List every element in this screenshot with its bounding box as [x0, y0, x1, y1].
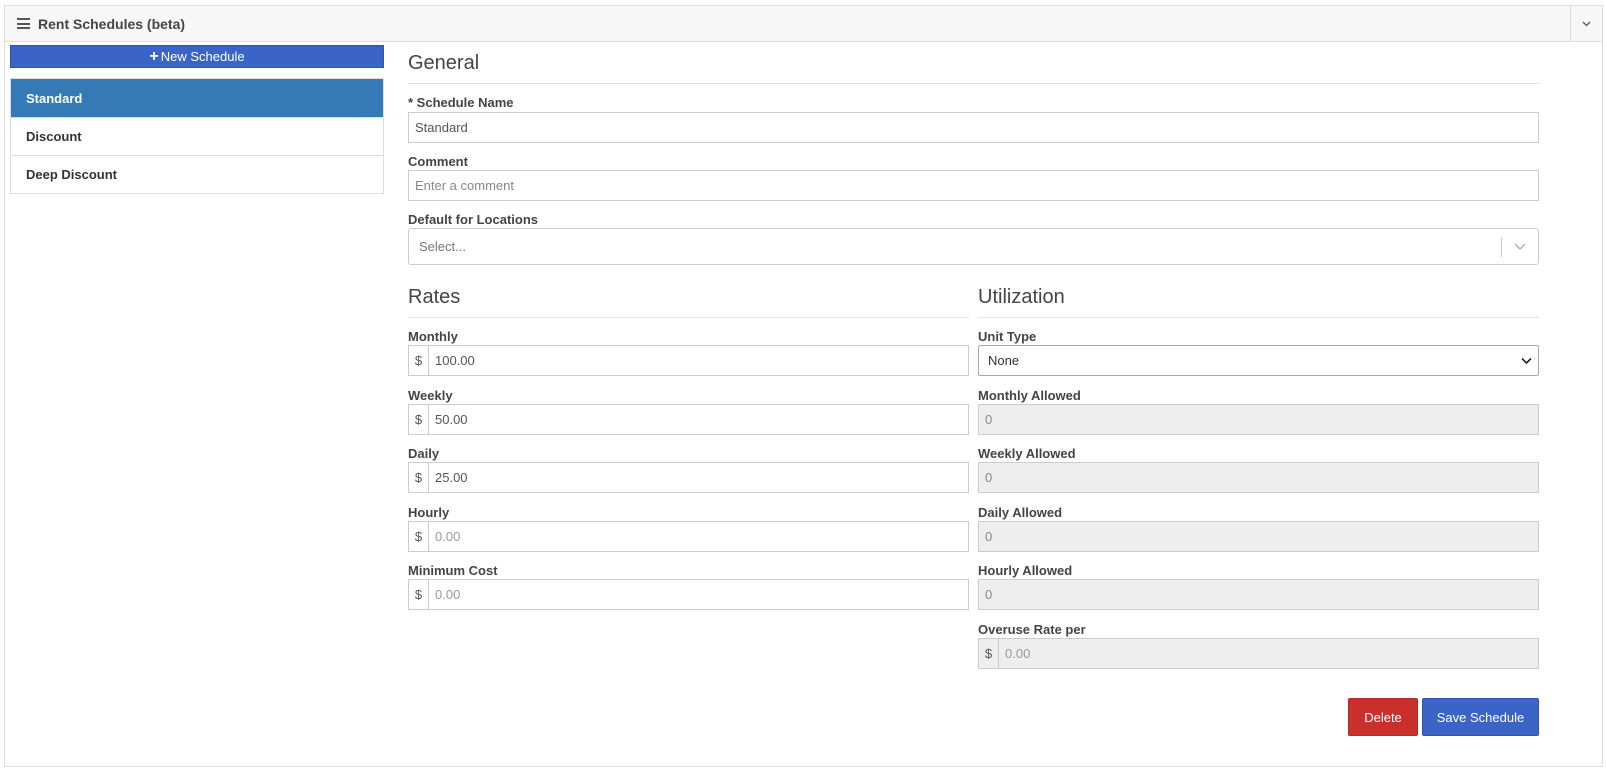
hourly-rate-group: [408, 521, 969, 552]
unit-type-select[interactable]: [978, 345, 1539, 376]
daily-allowed-label: Daily Allowed: [978, 505, 1063, 520]
daily-allowed-input: 0: [978, 521, 1539, 552]
daily-rate-group: [408, 462, 969, 493]
monthly-label: Monthly: [408, 329, 458, 344]
new-schedule-button[interactable]: [10, 45, 384, 68]
monthly-rate-input[interactable]: 100.00: [428, 345, 969, 376]
chevron-down-icon: [1514, 243, 1526, 251]
general-heading: General: [408, 52, 480, 74]
overuse-rate-input: 0.00: [998, 638, 1539, 669]
hourly-allowed-input: 0: [978, 579, 1539, 610]
save-schedule-button[interactable]: Save Schedule: [1422, 698, 1539, 736]
currency-addon: $: [408, 404, 428, 435]
currency-addon: $: [978, 638, 998, 669]
monthly-allowed-input: 0: [978, 404, 1539, 435]
delete-button[interactable]: Delete: [1348, 698, 1418, 736]
overuse-rate-group: [978, 638, 1539, 669]
monthly-rate-group: [408, 345, 969, 376]
utilization-divider: [978, 317, 1539, 318]
monthly-allowed-label: Monthly Allowed: [978, 388, 1081, 403]
unit-type-label: Unit Type: [978, 329, 1037, 344]
overuse-rate-label: Overuse Rate per: [978, 622, 1086, 637]
daily-rate-input[interactable]: 25.00: [428, 462, 969, 493]
schedule-list: [10, 78, 384, 194]
minimum-cost-input[interactable]: 0.00: [428, 579, 969, 610]
general-divider: [408, 83, 1539, 84]
panel-header: [5, 6, 1602, 42]
unit-type-value: None: [988, 353, 1020, 368]
hourly-allowed-label: Hourly Allowed: [978, 563, 1073, 578]
menu-icon[interactable]: [17, 18, 30, 29]
weekly-allowed-input: 0: [978, 462, 1539, 493]
daily-label: Daily: [408, 446, 440, 461]
weekly-label: Weekly: [408, 388, 453, 403]
schedule-item-deep-discount[interactable]: Deep Discount: [11, 155, 383, 193]
utilization-heading: Utilization: [978, 286, 1065, 308]
schedule-item-discount[interactable]: Discount: [11, 117, 383, 155]
panel-title: Rent Schedules (beta): [38, 15, 186, 32]
currency-addon: $: [408, 345, 428, 376]
collapse-button[interactable]: [1570, 6, 1602, 41]
chevron-down-icon: [1582, 21, 1591, 27]
schedule-item-standard[interactable]: Standard: [11, 79, 383, 117]
select-separator: [1501, 237, 1502, 257]
rates-divider: [408, 317, 969, 318]
comment-input[interactable]: Enter a comment: [408, 170, 1539, 201]
weekly-rate-group: [408, 404, 969, 435]
weekly-rate-input[interactable]: 50.00: [428, 404, 969, 435]
default-locations-placeholder: Select...: [419, 239, 466, 254]
plus-icon: +: [149, 47, 159, 65]
currency-addon: $: [408, 462, 428, 493]
new-schedule-label: New Schedule: [160, 49, 245, 64]
chevron-down-icon: [1521, 357, 1532, 365]
schedule-name-input[interactable]: Standard: [408, 112, 1539, 143]
weekly-allowed-label: Weekly Allowed: [978, 446, 1076, 461]
currency-addon: $: [408, 521, 428, 552]
default-locations-label: Default for Locations: [408, 212, 539, 227]
currency-addon: $: [408, 579, 428, 610]
hourly-label: Hourly: [408, 505, 450, 520]
minimum-cost-label: Minimum Cost: [408, 563, 498, 578]
hourly-rate-input[interactable]: 0.00: [428, 521, 969, 552]
minimum-cost-group: [408, 579, 969, 610]
schedule-name-label: * Schedule Name: [408, 95, 514, 110]
default-locations-select[interactable]: [408, 228, 1539, 265]
comment-label: Comment: [408, 154, 468, 169]
rates-heading: Rates: [408, 286, 461, 308]
